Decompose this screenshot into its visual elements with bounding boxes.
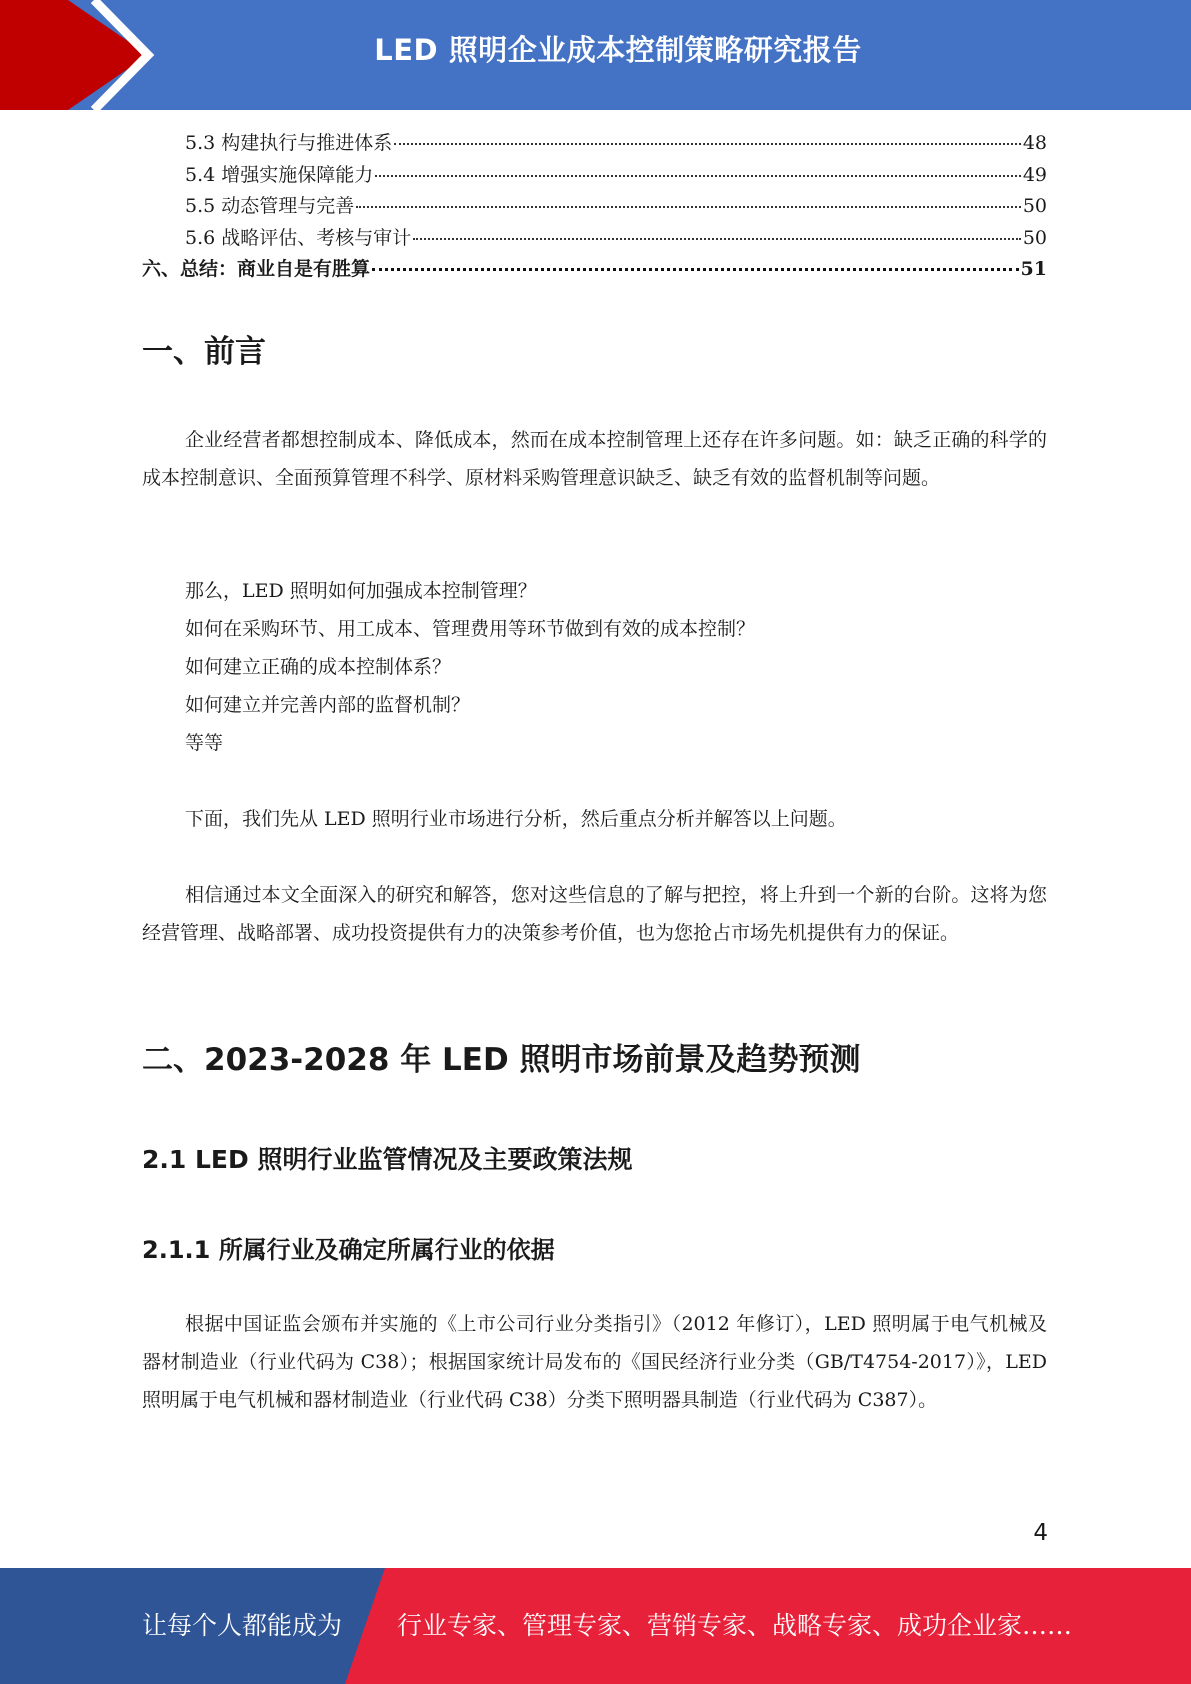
toc-entry[interactable] <box>142 254 1047 286</box>
question-item: 那么，LED 照明如何加强成本控制管理？ <box>185 580 537 602</box>
question-item: 如何在采购环节、用工成本、管理费用等环节做到有效的成本控制？ <box>185 618 756 640</box>
toc-entry[interactable] <box>142 160 1047 192</box>
subsection-heading: 2.1 LED 照明行业监管情况及主要政策法规 <box>142 1145 633 1174</box>
footer-slogan-left: 让每个人都能成为 <box>142 1611 343 1640</box>
toc-entry-label: 六、总结：商业自是有胜算 <box>142 258 371 280</box>
question-list <box>142 572 1047 762</box>
toc-leader-dots <box>356 206 1021 208</box>
header-title: LED 照明企业成本控制策略研究报告 <box>374 33 862 67</box>
toc-leader-dots <box>375 175 1021 177</box>
body-paragraph: 相信通过本文全面深入的研究和解答，您对这些信息的了解与把控，将上升到一个新的台阶。这将为您经营管理、战略部署、成功投资提供有力的决策参考价值，也为您抢占市场先机提供有力的保证。 <box>142 884 1047 944</box>
toc-entry[interactable] <box>142 223 1047 255</box>
toc-entry-page: 50 <box>1022 226 1047 249</box>
toc-leader-dots <box>413 238 1021 240</box>
question-item: 如何建立正确的成本控制体系？ <box>185 656 452 678</box>
toc-entry-page: 50 <box>1022 195 1047 217</box>
toc-entry[interactable] <box>142 191 1047 223</box>
intro-paragraph: 企业经营者都想控制成本、降低成本，然而在成本控制管理上还存在许多问题。如：缺乏正确的科学的成本控制意识、全面预算管理不科学、原材料采购管理意识缺乏、缺乏有效的监督机制等问题。 <box>142 429 1047 489</box>
toc-entry-label: 5.5 动态管理与完善 <box>185 195 355 217</box>
question-item: 如何建立并完善内部的监督机制？ <box>185 694 471 716</box>
toc-entry-page: 48 <box>1022 132 1047 154</box>
toc-leader-dots <box>372 268 1019 271</box>
subsubsection-heading: 2.1.1 所属行业及确定所属行业的依据 <box>142 1236 555 1264</box>
toc-entry-label: 5.3 构建执行与推进体系 <box>185 132 393 154</box>
toc-entry-page: 51 <box>1020 258 1047 280</box>
section-heading: 一、前言 <box>142 334 266 370</box>
body-paragraph: 下面，我们先从 LED 照明行业市场进行分析，然后重点分析并解答以上问题。 <box>185 808 847 830</box>
toc-entry-page: 49 <box>1022 163 1047 186</box>
page-number: 4 <box>1033 1520 1048 1546</box>
toc-entry[interactable] <box>142 128 1047 160</box>
page-header <box>0 0 1191 110</box>
page-footer <box>0 1568 1191 1684</box>
toc-leader-dots <box>394 143 1021 145</box>
toc-entry-label: 5.4 增强实施保障能力 <box>185 163 374 186</box>
question-item: 等等 <box>185 732 224 754</box>
footer-slogan-right: 行业专家、管理专家、营销专家、战略专家、成功企业家…… <box>397 1611 1073 1640</box>
toc-entry-label: 5.6 战略评估、考核与审计 <box>185 226 412 249</box>
section-heading: 二、2023-2028 年 LED 照明市场前景及趋势预测 <box>142 1042 861 1078</box>
table-of-contents <box>142 128 1047 286</box>
body-paragraph: 根据中国证监会颁布并实施的《上市公司行业分类指引》（2012 年修订），LED 照明属于电气机械及器材制造业（行业代码为 C38）；根据国家统计局发布的《国民经济行业分类（GB/T4754-2017）》，LED 照明属于电气机械和器材制造业（行业代码 C38）分类下照明器具制造（行业代码为 C387）。 <box>142 1313 1047 1411</box>
